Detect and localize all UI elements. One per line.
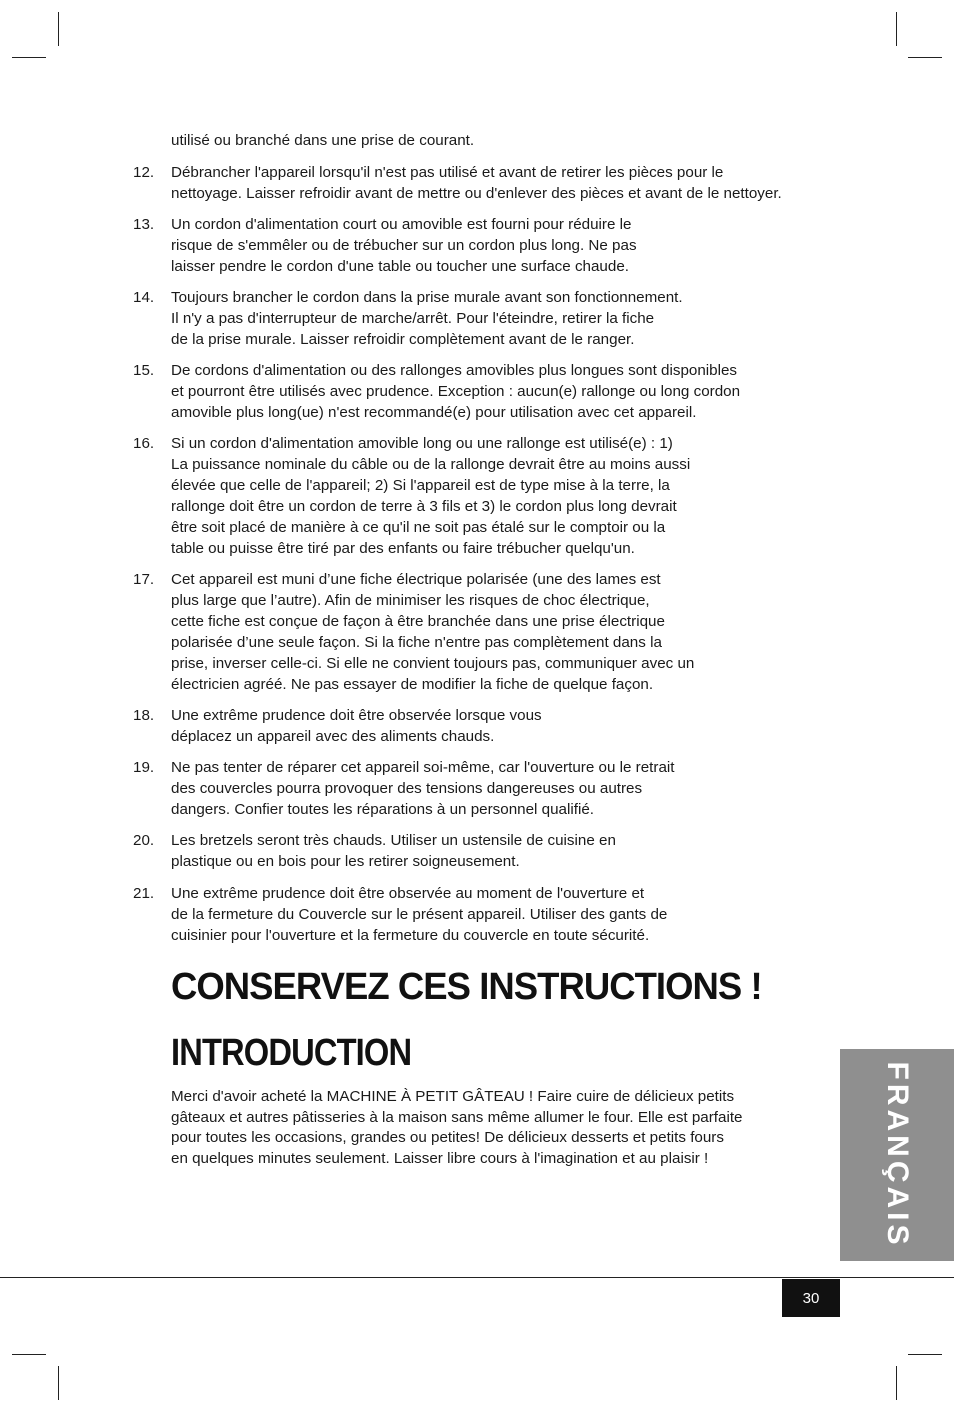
list-item-line: plastique ou en bois pour les retirer soigneusement. [171, 853, 520, 870]
list-item-number: 12. [133, 164, 155, 181]
list-item-number: 13. [133, 216, 155, 233]
list-item-line: Une extrême prudence doit être observée lorsque vous [171, 707, 542, 724]
list-item-text [171, 705, 831, 747]
list-item-text [171, 214, 831, 277]
list-item-text [171, 433, 831, 559]
list-item-text [171, 883, 831, 946]
crop-mark [12, 1354, 46, 1355]
list-item-line: La puissance nominale du câble ou de la rallonge devrait être au moins aussi [171, 456, 691, 473]
language-tab [840, 1049, 954, 1261]
list-item-line: cette fiche est conçue de façon à être branchée dans une prise électrique [171, 613, 665, 630]
list-item-line: être soit placé de manière à ce qu'il ne soit pas étalé sur le comptoir ou la [171, 519, 666, 536]
list-item-line: de la prise murale. Laisser refroidir complètement avant de le ranger. [171, 331, 635, 348]
list-item-line: Une extrême prudence doit être observée au moment de l'ouverture et [171, 885, 645, 902]
continuation-text: utilisé ou branché dans une prise de courant. [171, 132, 475, 149]
list-item-line: de la fermeture du Couvercle sur le présent appareil. Utiliser des gants de [171, 906, 668, 923]
crop-mark [58, 12, 59, 46]
list-item-number: 15. [133, 362, 155, 379]
list-item-line: Un cordon d'alimentation court ou amovible est fourni pour réduire le [171, 216, 632, 233]
list-item-number: 16. [133, 435, 155, 452]
list-item-line: Si un cordon d'alimentation amovible long ou une rallonge est utilisé(e) : 1) [171, 435, 673, 452]
crop-mark [896, 12, 897, 46]
list-item-number: 17. [133, 571, 155, 588]
intro-line: Merci d'avoir acheté la MACHINE À PETIT GÂTEAU ! Faire cuire de délicieux petits [171, 1088, 735, 1105]
list-item-line: des couvercles pourra provoquer des tensions dangereuses ou autres [171, 780, 643, 797]
list-item-line: et pourront être utilisés avec prudence. Exception : aucun(e) rallonge ou long cordon [171, 383, 741, 400]
intro-line: pour toutes les occasions, grandes ou petites! De délicieux desserts et petits fours [171, 1129, 724, 1146]
list-item-text [171, 162, 831, 204]
crop-mark [908, 57, 942, 58]
list-item-text [171, 360, 831, 423]
list-item-line: amovible plus long(ue) n'est recommandé(e) pour utilisation avec cet appareil. [171, 404, 697, 421]
footer-rule [0, 1277, 954, 1278]
list-item-number: 14. [133, 289, 155, 306]
save-instructions-heading: CONSERVEZ CES INSTRUCTIONS ! [171, 966, 762, 1008]
list-item-line: élevée que celle de l'appareil; 2) Si l'appareil est de type mise à la terre, la [171, 477, 670, 494]
introduction-heading: INTRODUCTION [171, 1032, 412, 1074]
list-item-line: table ou puisse être tiré par des enfants ou faire trébucher quelqu'un. [171, 540, 635, 557]
page-number: 30 [782, 1279, 840, 1317]
intro-line: gâteaux et autres pâtisseries à la maison sans même allumer le four. Elle est parfaite [171, 1108, 743, 1126]
list-item-line: déplacez un appareil avec des aliments chauds. [171, 728, 495, 745]
list-item-line: nettoyage. Laisser refroidir avant de mettre ou d'enlever des pièces et avant de le nettoyer. [171, 185, 782, 202]
list-item-line: Cet appareil est muni d’une fiche électrique polarisée (une des lames est [171, 571, 661, 588]
crop-mark [896, 1366, 897, 1400]
crop-mark [58, 1366, 59, 1400]
list-item-text [171, 757, 831, 820]
list-item-line: laisser pendre le cordon d'une table ou toucher une surface chaude. [171, 258, 629, 275]
list-item-line: dangers. Confier toutes les réparations à un personnel qualifié. [171, 801, 594, 818]
list-item-number: 19. [133, 759, 155, 776]
list-item-line: prise, inverser celle-ci. Si elle ne convient toujours pas, communiquer avec un [171, 655, 695, 672]
crop-mark [12, 57, 46, 58]
list-item-number: 20. [133, 832, 155, 849]
list-item-text [171, 569, 831, 695]
list-item-line: risque de s'emmêler ou de trébucher sur un cordon plus long. Ne pas [171, 237, 637, 254]
list-item-line: Débrancher l'appareil lorsqu'il n'est pas utilisé et avant de retirer les pièces pour le [171, 164, 724, 181]
intro-paragraph [171, 1087, 791, 1169]
list-item-text [171, 287, 831, 350]
list-item-line: Toujours brancher le cordon dans la prise murale avant son fonctionnement. [171, 289, 683, 306]
list-item-line: rallonge doit être un cordon de terre à 3 fils et 3) le cordon plus long devrait [171, 498, 677, 515]
list-item-line: Ne pas tenter de réparer cet appareil soi-même, car l'ouverture ou le retrait [171, 759, 675, 776]
intro-line: en quelques minutes seulement. Laisser libre cours à l'imagination et au plaisir ! [171, 1149, 709, 1167]
list-item-line: Il n'y a pas d'interrupteur de marche/arrêt. Pour l'éteindre, retirer la fiche [171, 310, 655, 327]
list-item-line: électricien agréé. Ne pas essayer de modifier la fiche de quelque façon. [171, 676, 654, 693]
list-item-number: 21. [133, 885, 155, 902]
list-item-line: De cordons d'alimentation ou des rallonges amovibles plus longues sont disponibles [171, 362, 738, 379]
crop-mark [908, 1354, 942, 1355]
list-item-text [171, 830, 831, 872]
list-item-line: plus large que l’autre). Afin de minimiser les risques de choc électrique, [171, 592, 650, 609]
list-item-number: 18. [133, 707, 155, 724]
list-item-line: Les bretzels seront très chauds. Utiliser un ustensile de cuisine en [171, 832, 616, 849]
list-item-line: polarisée d’une seule façon. Si la fiche n'entre pas complètement dans la [171, 634, 662, 651]
list-item-line: cuisinier pour l'ouverture et la fermeture du couvercle en toute sécurité. [171, 927, 650, 944]
language-tab-label: FRANÇAIS [881, 1061, 914, 1249]
